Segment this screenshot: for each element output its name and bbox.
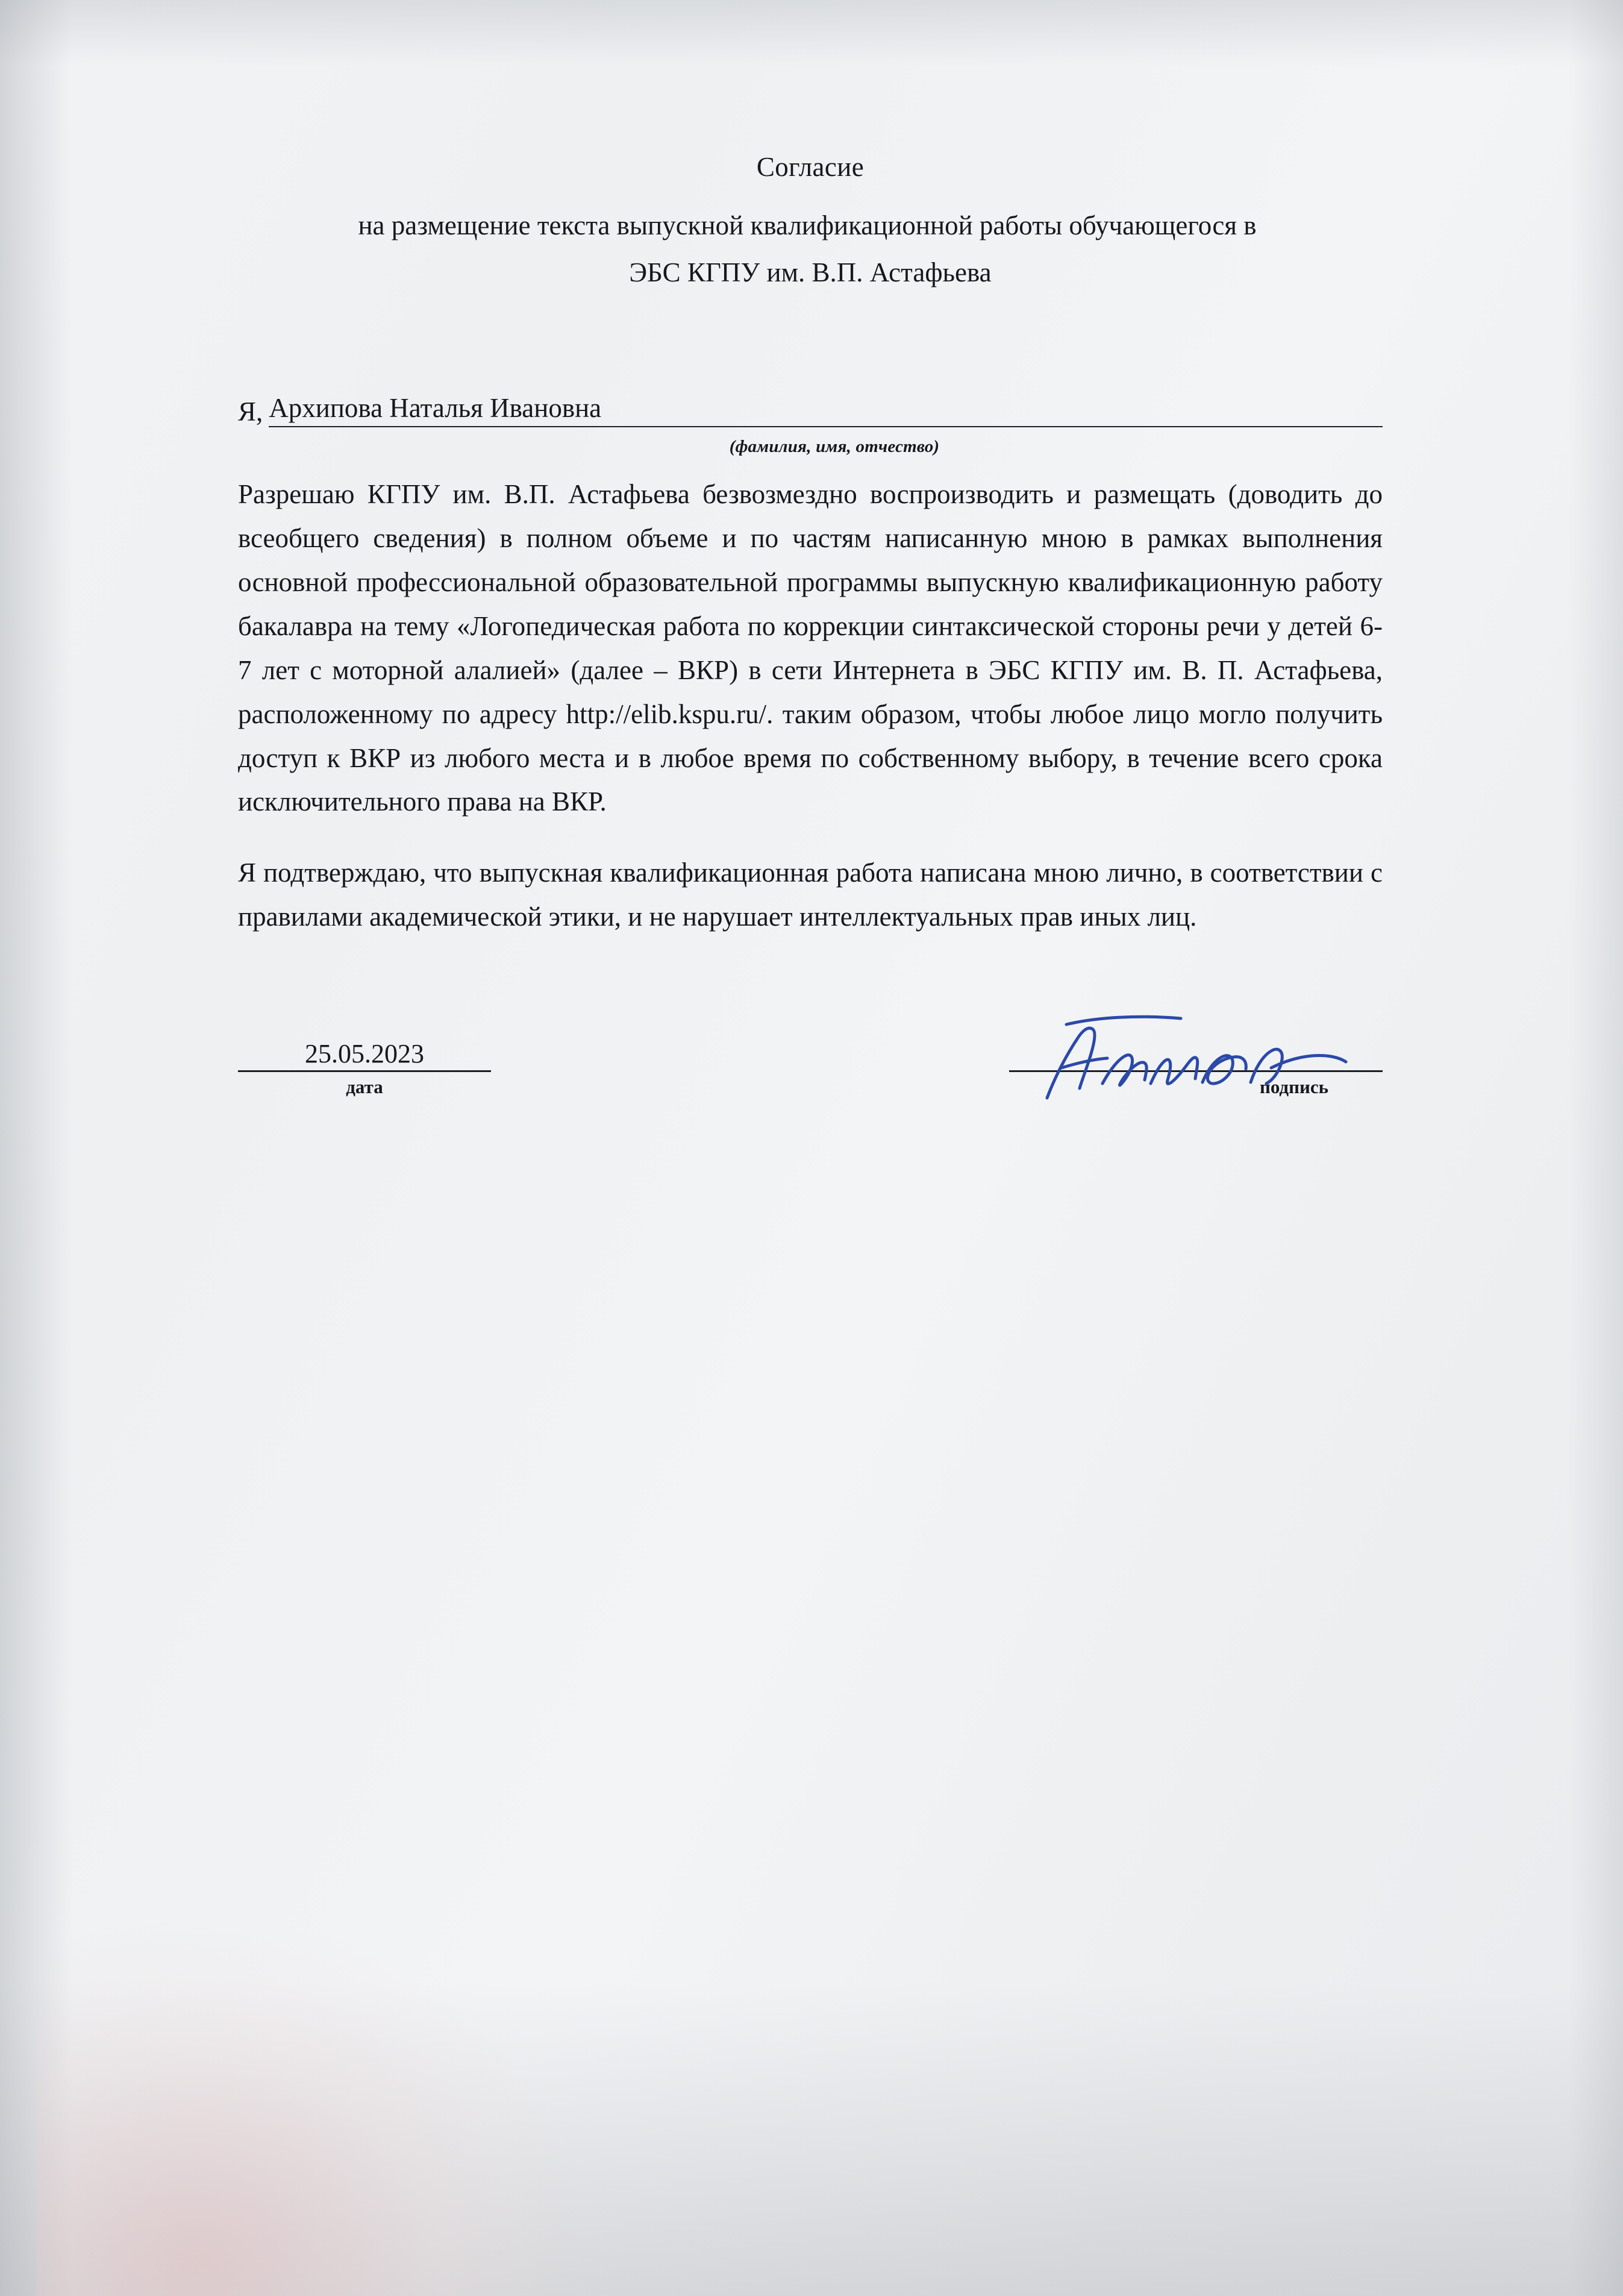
paper-shadow-bottom — [0, 1983, 1623, 2296]
date-value: 25.05.2023 — [238, 1038, 491, 1072]
student-name-caption: (фамилия, имя, отчество) — [729, 437, 940, 457]
document-subtitle-line-1: на размещение текста выпускной квалификационной работы обучающегося в — [358, 210, 1257, 240]
document-title: Согласие — [756, 152, 865, 182]
signature-row — [238, 1038, 1383, 1098]
date-label: дата — [346, 1076, 383, 1098]
student-name-value: Архипова Наталья Ивановна — [269, 392, 1383, 427]
document-subtitle — [238, 209, 1383, 290]
paper-shadow-right — [1569, 0, 1623, 2296]
student-name-prefix: Я, — [238, 397, 263, 427]
student-name-field — [238, 392, 1383, 427]
document-body — [238, 154, 1383, 1098]
signature-line — [1009, 1065, 1383, 1072]
document-subtitle-line-2: ЭБС КГПУ им. В.П. Астафьева — [629, 257, 992, 287]
paper-color-cast — [36, 1922, 578, 2296]
consent-paragraph-2: Я подтверждаю, что выпускная квалификационная работа написана мною лично, в соответствии с правилами академической этики, и не нарушает интеллектуальных прав иных лиц. — [238, 858, 1383, 932]
signature-label: подпись — [1259, 1076, 1328, 1098]
consent-paragraph-1: Разрешаю КГПУ им. В.П. Астафьева безвозмездно воспроизводить и размещать (доводить до всеобщего сведения) в полном объеме и по частям написанную мною в рамках выполнения основной профессиональной образовательной программы выпускную квалификационную работу бакалавра на тему «Логопедическая работа по коррекции синтаксической стороны речи у детей 6-7 лет с моторной алалией» (далее – ВКР) в сети Интернета в ЭБС КГПУ им. В. П. Астафьева, расположенному по адресу http://elib.kspu.ru/. таким образом, чтобы любое лицо могло получить доступ к ВКР из любого места и в любое время по собственному выбору, в течение всего срока исключительного права на ВКР. — [238, 479, 1383, 817]
paper-shadow-top — [0, 0, 1623, 66]
signature-block — [1009, 1065, 1383, 1098]
date-block — [238, 1038, 491, 1098]
paper-shadow-left — [0, 0, 72, 2296]
